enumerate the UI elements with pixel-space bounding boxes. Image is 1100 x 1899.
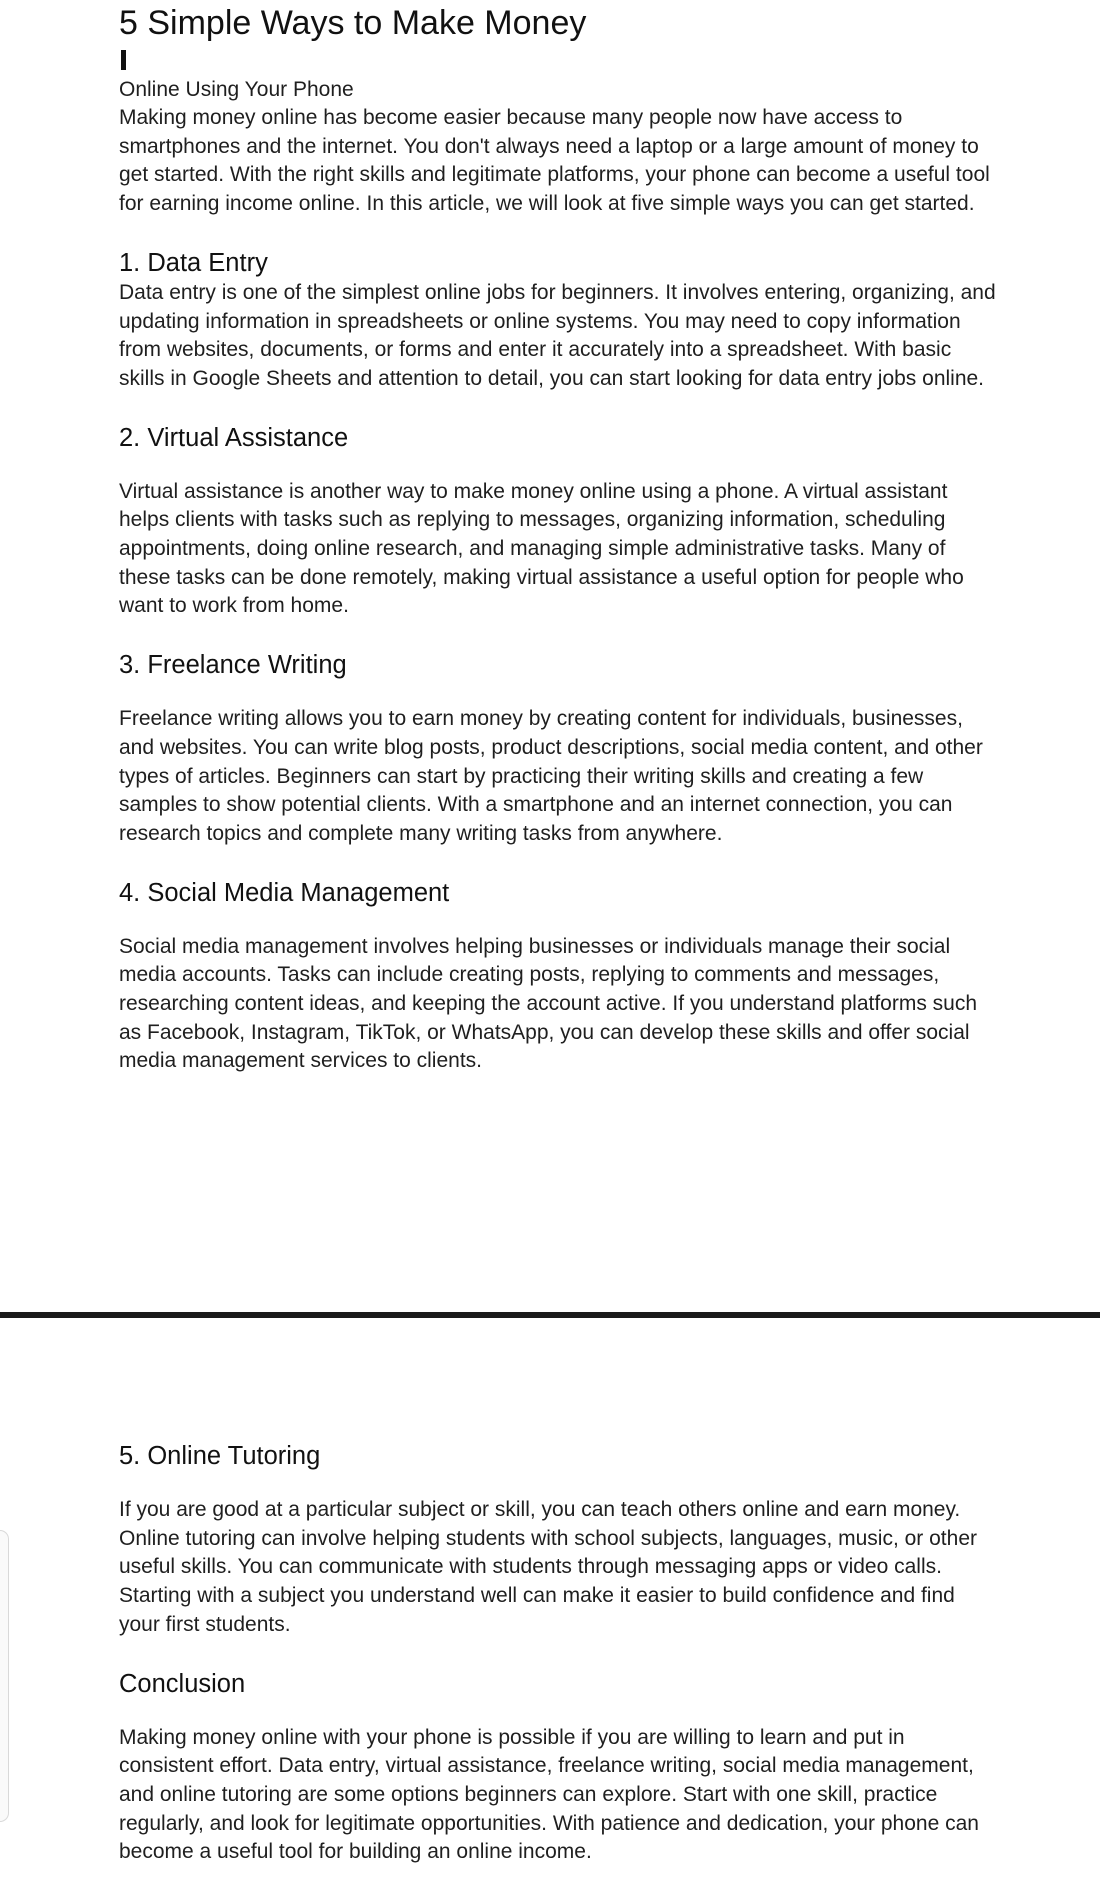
document-subtitle[interactable]: Online Using Your Phone (119, 78, 354, 101)
section-heading-virtual-assistance[interactable]: 2. Virtual Assistance (119, 423, 349, 452)
document-page-1[interactable] (119, 0, 999, 1076)
section-body-freelance-writing[interactable]: Freelance writing allows you to earn money by creating content for individuals, businesses, and websites. You can write blog posts, product descriptions, social media content, and other types of articles. Beginners can start by practicing their writing skills and creating a few samples to show potential clients. With a smartphone and an internet connection, you can research topics and complete many writing tasks from anywhere. (119, 707, 983, 845)
page-break-divider (0, 1312, 1100, 1318)
section-heading-online-tutoring[interactable]: 5. Online Tutoring (119, 1442, 321, 1470)
section-body-virtual-assistance[interactable]: Virtual assistance is another way to make money online using a phone. A virtual assistant helps clients with tasks such as replying to messages, organizing information, scheduling appointments, doing online research, and managing simple administrative tasks. Many of these tasks can be done remotely, making virtual assistance a useful option for people who want to work from home. (119, 479, 964, 618)
document-title[interactable]: 5 Simple Ways to Make Money (119, 4, 587, 42)
section-body-conclusion[interactable]: Making money online with your phone is possible if you are willing to learn and put in consistent effort. Data entry, virtual assistance, freelance writing, social media management, and online tutoring are some options beginners can explore. Start with one skill, practice regularly, and look for legitimate opportunities. With patience and dedication, your phone can become a useful tool for building an online income. (119, 1725, 979, 1864)
side-panel-edge[interactable] (0, 1530, 9, 1822)
section-body-social-media-management[interactable]: Social media management involves helping businesses or individuals manage their social media accounts. Tasks can include creating posts, replying to comments and messages, researching content ideas, and keeping the account active. If you understand platforms such as Facebook, Instagram, TikTok, or WhatsApp, you can develop these skills and offer social media management services to clients. (119, 934, 978, 1073)
text-cursor (121, 50, 126, 70)
document-page-2[interactable] (119, 1440, 999, 1867)
section-body-data-entry[interactable]: Data entry is one of the simplest online jobs for beginners. It involves entering, organizing, and updating information in spreadsheets or online systems. You may need to copy information from websites, documents, or forms and enter it accurately into a spreadsheet. With basic skills in Google Sheets and attention to detail, you can start looking for data entry jobs online. (119, 280, 996, 390)
section-body-online-tutoring[interactable]: If you are good at a particular subject or skill, you can teach others online and earn money. Online tutoring can involve helping students with school subjects, languages, music, or other useful skills. You can communicate with students through messaging apps or video calls. Starting with a subject you understand well can make it easier to build confidence and find your first students. (119, 1498, 977, 1636)
section-heading-social-media-management[interactable]: 4. Social Media Management (119, 878, 450, 907)
section-heading-data-entry[interactable]: 1. Data Entry (119, 248, 268, 277)
section-heading-freelance-writing[interactable]: 3. Freelance Writing (119, 651, 347, 680)
intro-paragraph[interactable]: Making money online has become easier because many people now have access to smartphones and the internet. You don't always need a laptop or a large amount of money to get started. With the right skills and legitimate platforms, your phone can become a useful tool for earning income online. In this article, we will look at five simple ways you can get started. (119, 106, 990, 216)
section-heading-conclusion[interactable]: Conclusion (119, 1669, 246, 1698)
